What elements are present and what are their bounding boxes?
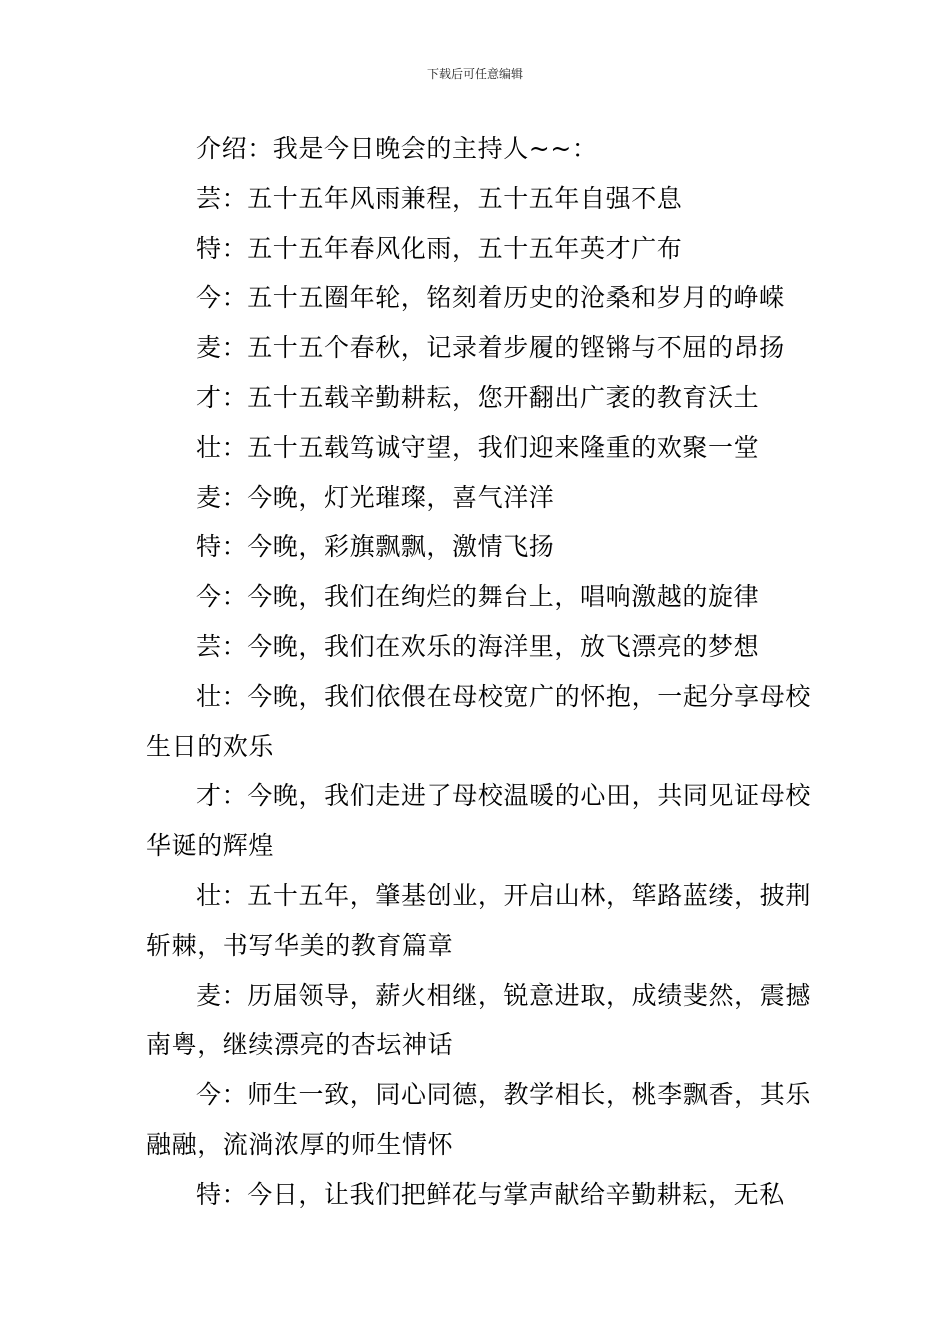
text-line: 麦：五十五个春秋，记录着步履的铿锵与不屈的昂扬 — [196, 333, 785, 363]
text-line: 特：五十五年春风化雨，五十五年英才广布 — [196, 233, 683, 263]
paragraph-5 — [146, 323, 811, 373]
text-line: 介绍：我是今日晚会的主持人~~： — [196, 134, 598, 163]
text-line: 乐融融，流淌浓厚的师生情怀 — [146, 1080, 811, 1159]
text-line: 特：今日，让我们把鲜花与掌声献给辛勤耕耘，无私 — [196, 1179, 785, 1209]
paragraph-2 — [146, 174, 811, 224]
text-line: 壮：五十五载笃诚守望，我们迎来隆重的欢聚一堂 — [196, 432, 760, 462]
text-line: 壮：五十五年，肇基创业，开启山林，筚路蓝缕，披 — [196, 880, 786, 910]
paragraph-3 — [146, 224, 811, 274]
text-line: 撼南粤，继续漂亮的杏坛神话 — [146, 980, 811, 1060]
page-header: 下载后可任意编辑 — [426, 67, 523, 81]
text-line: 才：今晚，我们走进了母校温暖的心田，共同见证母 — [196, 781, 786, 811]
paragraph-10 — [146, 572, 811, 622]
text-line: 今：师生一致，同心同德，教学相长，桃李飘香，其 — [196, 1080, 786, 1110]
paragraph-12 — [146, 672, 811, 772]
paragraph-7 — [146, 423, 811, 473]
paragraph-14 — [146, 871, 811, 971]
text-line: 才：五十五载辛勤耕耘，您开翻出广袤的教育沃土 — [196, 382, 760, 412]
paragraph-15 — [146, 971, 811, 1071]
text-line: 特：今晚，彩旗飘飘，激情飞扬 — [196, 532, 555, 562]
document-body — [146, 124, 811, 1220]
text-line: 校华诞的辉煌 — [146, 781, 811, 861]
text-line: 校生日的欢乐 — [146, 681, 811, 761]
text-line: 今：五十五圈年轮，铭刻着历史的沧桑和岁月的峥嵘 — [196, 283, 785, 313]
text-line: 麦：历届领导，薪火相继，锐意进取，成绩斐然，震 — [196, 980, 786, 1010]
text-line: 今：今晚，我们在绚烂的舞台上，唱响激越的旋律 — [196, 582, 760, 612]
paragraph-6 — [146, 373, 811, 423]
text-line: 荆斩棘，书写华美的教育篇章 — [146, 880, 811, 960]
paragraph-11 — [146, 622, 811, 672]
text-line: 壮：今晚，我们依偎在母校宽广的怀抱，一起分享母 — [196, 681, 786, 711]
paragraph-16 — [146, 1070, 811, 1170]
paragraph-13 — [146, 771, 811, 871]
paragraph-intro — [146, 124, 811, 174]
paragraph-17 — [146, 1170, 811, 1220]
paragraph-4 — [146, 273, 811, 323]
text-line: 芸：五十五年风雨兼程，五十五年自强不息 — [196, 183, 683, 213]
text-line: 芸：今晚，我们在欢乐的海洋里，放飞漂亮的梦想 — [196, 631, 760, 661]
text-line: 麦：今晚，灯光璀璨，喜气洋洋 — [196, 482, 555, 512]
paragraph-8 — [146, 473, 811, 523]
paragraph-9 — [146, 522, 811, 572]
